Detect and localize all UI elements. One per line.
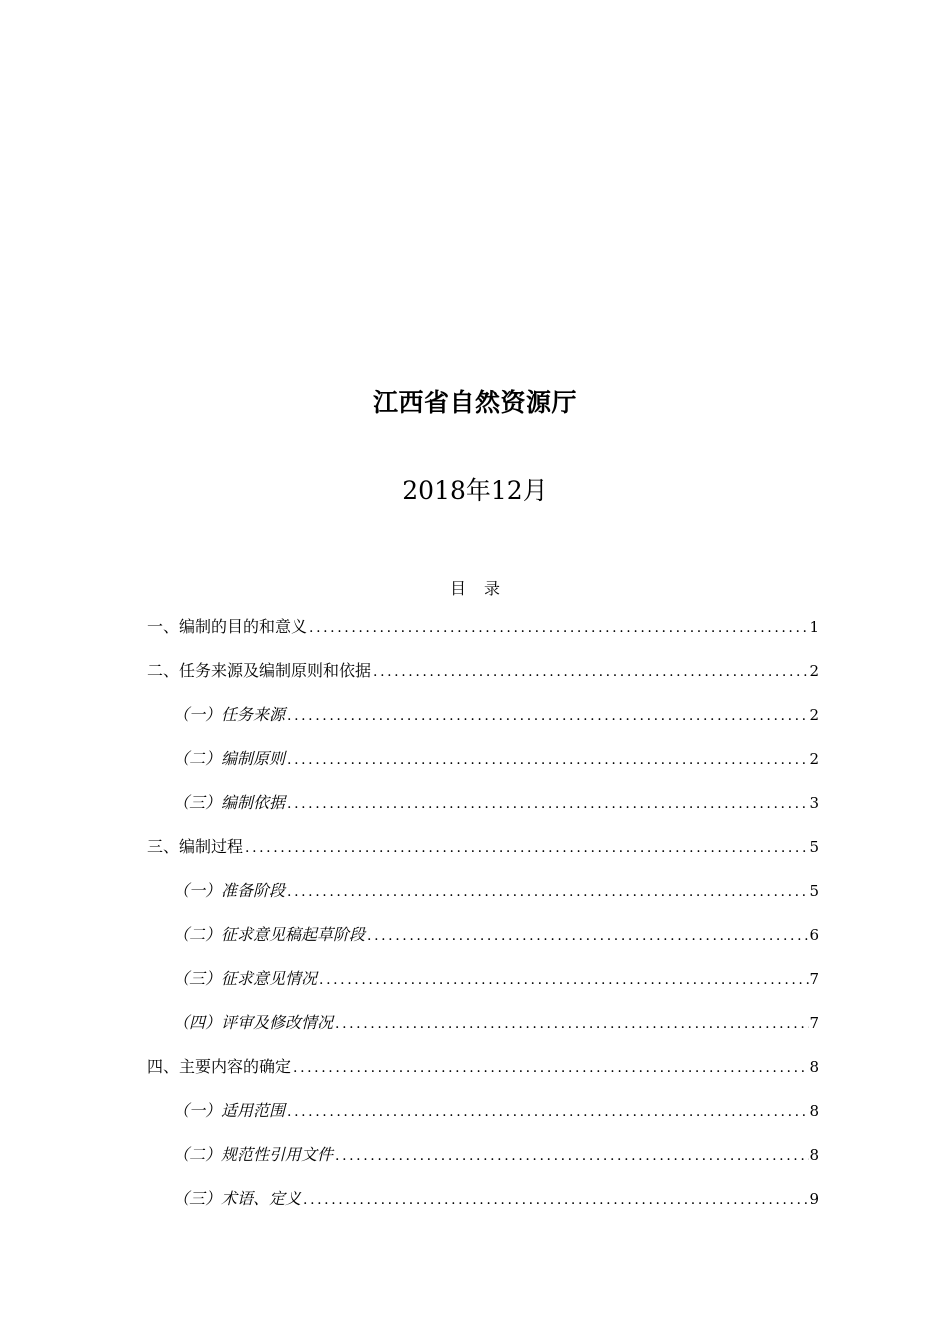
- toc-leader-dots: [285, 745, 809, 775]
- toc-entry-page: 8: [809, 1058, 819, 1076]
- toc-entry-page: 7: [809, 970, 819, 988]
- toc-entry-page: 2: [809, 662, 819, 680]
- toc-subentry[interactable]: [147, 788, 819, 832]
- toc-entry-page: 3: [809, 794, 819, 812]
- toc-entry-page: 7: [809, 1014, 819, 1032]
- toc-entry[interactable]: [147, 656, 819, 700]
- toc-subentry[interactable]: [147, 1140, 819, 1184]
- toc-entry-label: 一、编制的目的和意义: [147, 617, 308, 636]
- toc-entry-label: （二）征求意见稿起草阶段: [173, 925, 366, 944]
- toc-entry-page: 8: [809, 1146, 819, 1164]
- toc-entry-page: 9: [809, 1190, 819, 1208]
- toc-entry-page: 5: [809, 882, 819, 900]
- toc-entry-label: 四、主要内容的确定: [147, 1057, 292, 1076]
- table-of-contents: [147, 612, 819, 1228]
- toc-subentry[interactable]: [147, 1184, 819, 1228]
- toc-subentry[interactable]: [147, 1008, 819, 1052]
- toc-subentry[interactable]: [147, 920, 819, 964]
- toc-entry-label: （二）编制原则: [173, 749, 286, 768]
- toc-leader-dots: [333, 1141, 809, 1171]
- toc-entry-label: 二、任务来源及编制原则和依据: [147, 661, 372, 680]
- toc-leader-dots: [307, 613, 809, 643]
- toc-leader-dots: [285, 877, 809, 907]
- toc-entry-page: 2: [809, 706, 819, 724]
- toc-entry-page: 1: [809, 618, 819, 636]
- toc-entry-page: 8: [809, 1102, 819, 1120]
- toc-entry-label: （四）评审及修改情况: [173, 1013, 334, 1032]
- toc-heading-left: 目: [449, 579, 466, 598]
- toc-leader-dots: [285, 1097, 809, 1127]
- toc-entry-page: 2: [809, 750, 819, 768]
- toc-entry-label: （三）编制依据: [173, 793, 286, 812]
- toc-entry-page: 6: [809, 926, 819, 944]
- toc-leader-dots: [371, 657, 809, 687]
- toc-entry-label: （一）准备阶段: [173, 881, 286, 900]
- toc-entry-label: （三）征求意见情况: [173, 969, 318, 988]
- toc-subentry[interactable]: [147, 744, 819, 788]
- toc-subentry[interactable]: [147, 876, 819, 920]
- toc-leader-dots: [333, 1009, 809, 1039]
- toc-entry[interactable]: [147, 832, 819, 876]
- toc-entry-label: （一）任务来源: [173, 705, 286, 724]
- toc-entry-label: （二）规范性引用文件: [173, 1145, 334, 1164]
- toc-entry[interactable]: [147, 1052, 819, 1096]
- toc-subentry[interactable]: [147, 1096, 819, 1140]
- toc-entry-label: 三、编制过程: [147, 837, 244, 856]
- toc-entry-label: （三）术语、定义: [173, 1189, 302, 1208]
- toc-leader-dots: [317, 965, 809, 995]
- toc-entry-page: 5: [809, 838, 819, 856]
- toc-leader-dots: [301, 1185, 809, 1215]
- organization-title: 江西省自然资源厅: [372, 388, 577, 417]
- toc-heading-right: 录: [484, 579, 501, 598]
- toc-heading: [0, 578, 950, 600]
- toc-leader-dots: [285, 701, 809, 731]
- toc-leader-dots: [365, 921, 809, 951]
- toc-subentry[interactable]: [147, 964, 819, 1008]
- toc-entry-label: （一）适用范围: [173, 1101, 286, 1120]
- document-date: 2018年12月: [402, 476, 548, 505]
- toc-leader-dots: [285, 789, 809, 819]
- toc-leader-dots: [291, 1053, 809, 1083]
- toc-subentry[interactable]: [147, 700, 819, 744]
- toc-leader-dots: [243, 833, 809, 863]
- toc-entry[interactable]: [147, 612, 819, 656]
